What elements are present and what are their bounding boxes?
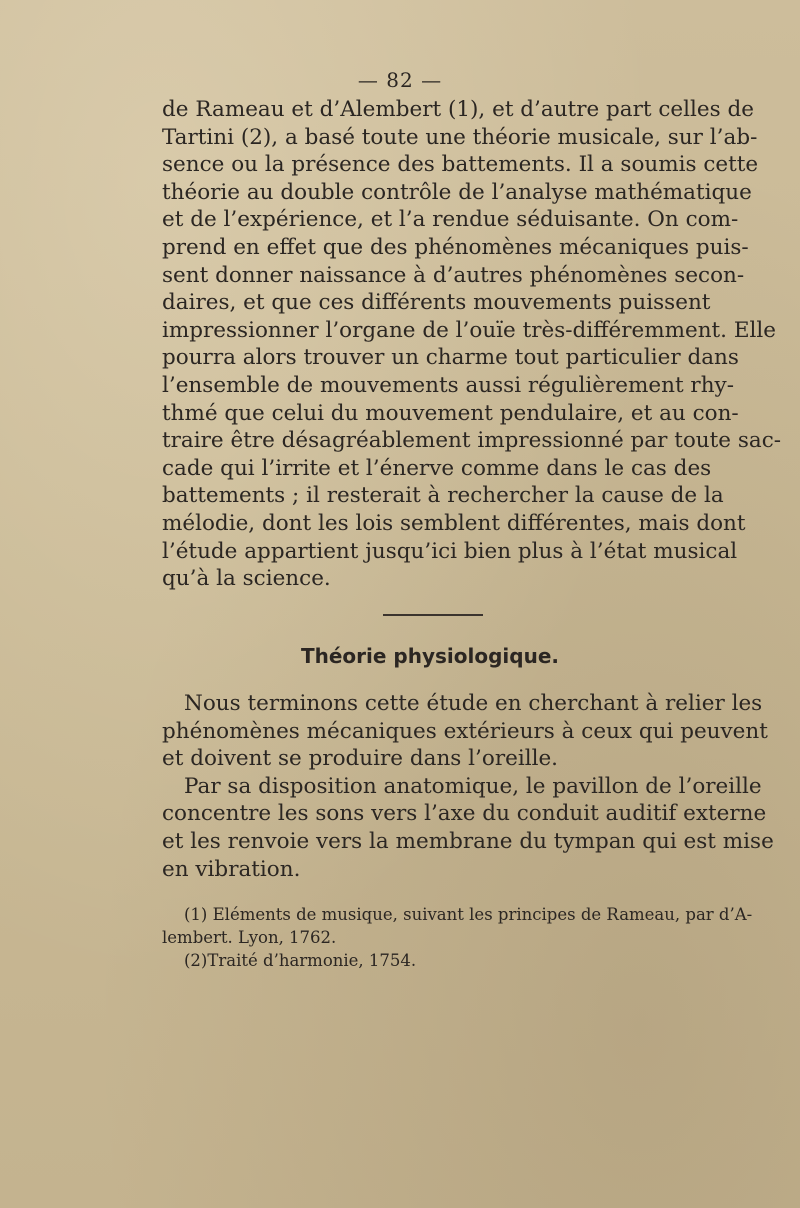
text-line: Tartini (2), a basé toute une théorie musicale, sur l’ab- <box>162 124 758 150</box>
page-number: — 82 — <box>357 68 443 92</box>
text-line: pourra alors trouver un charme tout particulier dans <box>162 345 739 371</box>
text-line: l’étude appartient jusqu’ici bien plus à l’état musical <box>162 538 738 564</box>
footnote-line: (2)Traité d’harmonie, 1754. <box>184 951 417 970</box>
footnotes <box>162 903 753 972</box>
text-line: Nous terminons cette étude en cherchant à relier les <box>184 691 763 716</box>
text-line: traire être désagréablement impressionné par toute sac- <box>162 428 782 454</box>
text-line: théorie au double contrôle de l’analyse mathématique <box>162 179 752 205</box>
top-paragraph <box>162 96 782 593</box>
text-line: battements ; il resterait à rechercher la cause de la <box>162 483 724 509</box>
section-title: Théorie physiologique. <box>300 644 559 668</box>
bottom-paragraphs <box>162 690 774 883</box>
text-line: et doivent se produire dans l’oreille. <box>162 746 559 772</box>
text-line: sence ou la présence des battements. Il a soumis cette <box>162 152 759 178</box>
text-line: qu’à la science. <box>162 566 331 592</box>
text-line: sent donner naissance à d’autres phénomènes secon- <box>162 262 745 288</box>
text-line: impressionner l’organe de l’ouïe très-différemment. Elle <box>162 317 777 343</box>
text-line: concentre les sons vers l’axe du conduit auditif externe <box>162 801 767 827</box>
text-line: thmé que celui du mouvement pendulaire, et au con- <box>162 400 739 426</box>
text-line: et de l’expérience, et l’a rendue séduisante. On com- <box>162 207 739 233</box>
text-line: cade qui l’irrite et l’énerve comme dans le cas des <box>162 455 712 481</box>
footnote-line: lembert. Lyon, 1762. <box>162 928 337 947</box>
text-line: de Rameau et d’Alembert (1), et d’autre part celles de <box>162 97 754 122</box>
section-divider <box>383 614 483 616</box>
text-line: Par sa disposition anatomique, le pavillon de l’oreille <box>184 773 762 799</box>
footnote-line: (1) Eléments de musique, suivant les principes de Rameau, par d’A- <box>184 905 753 924</box>
text-line: en vibration. <box>162 856 301 882</box>
text-line: prend en effet que des phénomènes mécaniques puis- <box>162 234 749 260</box>
text-line: l’ensemble de mouvements aussi régulièrement rhy- <box>162 372 734 398</box>
text-line: daires, et que ces différents mouvements puissent <box>162 290 711 316</box>
text-line: mélodie, dont les lois semblent différentes, mais dont <box>162 510 746 536</box>
text-line: et les renvoie vers la membrane du tympan qui est mise <box>162 828 774 854</box>
text-line: phénomènes mécaniques extérieurs à ceux qui peuvent <box>162 718 768 744</box>
